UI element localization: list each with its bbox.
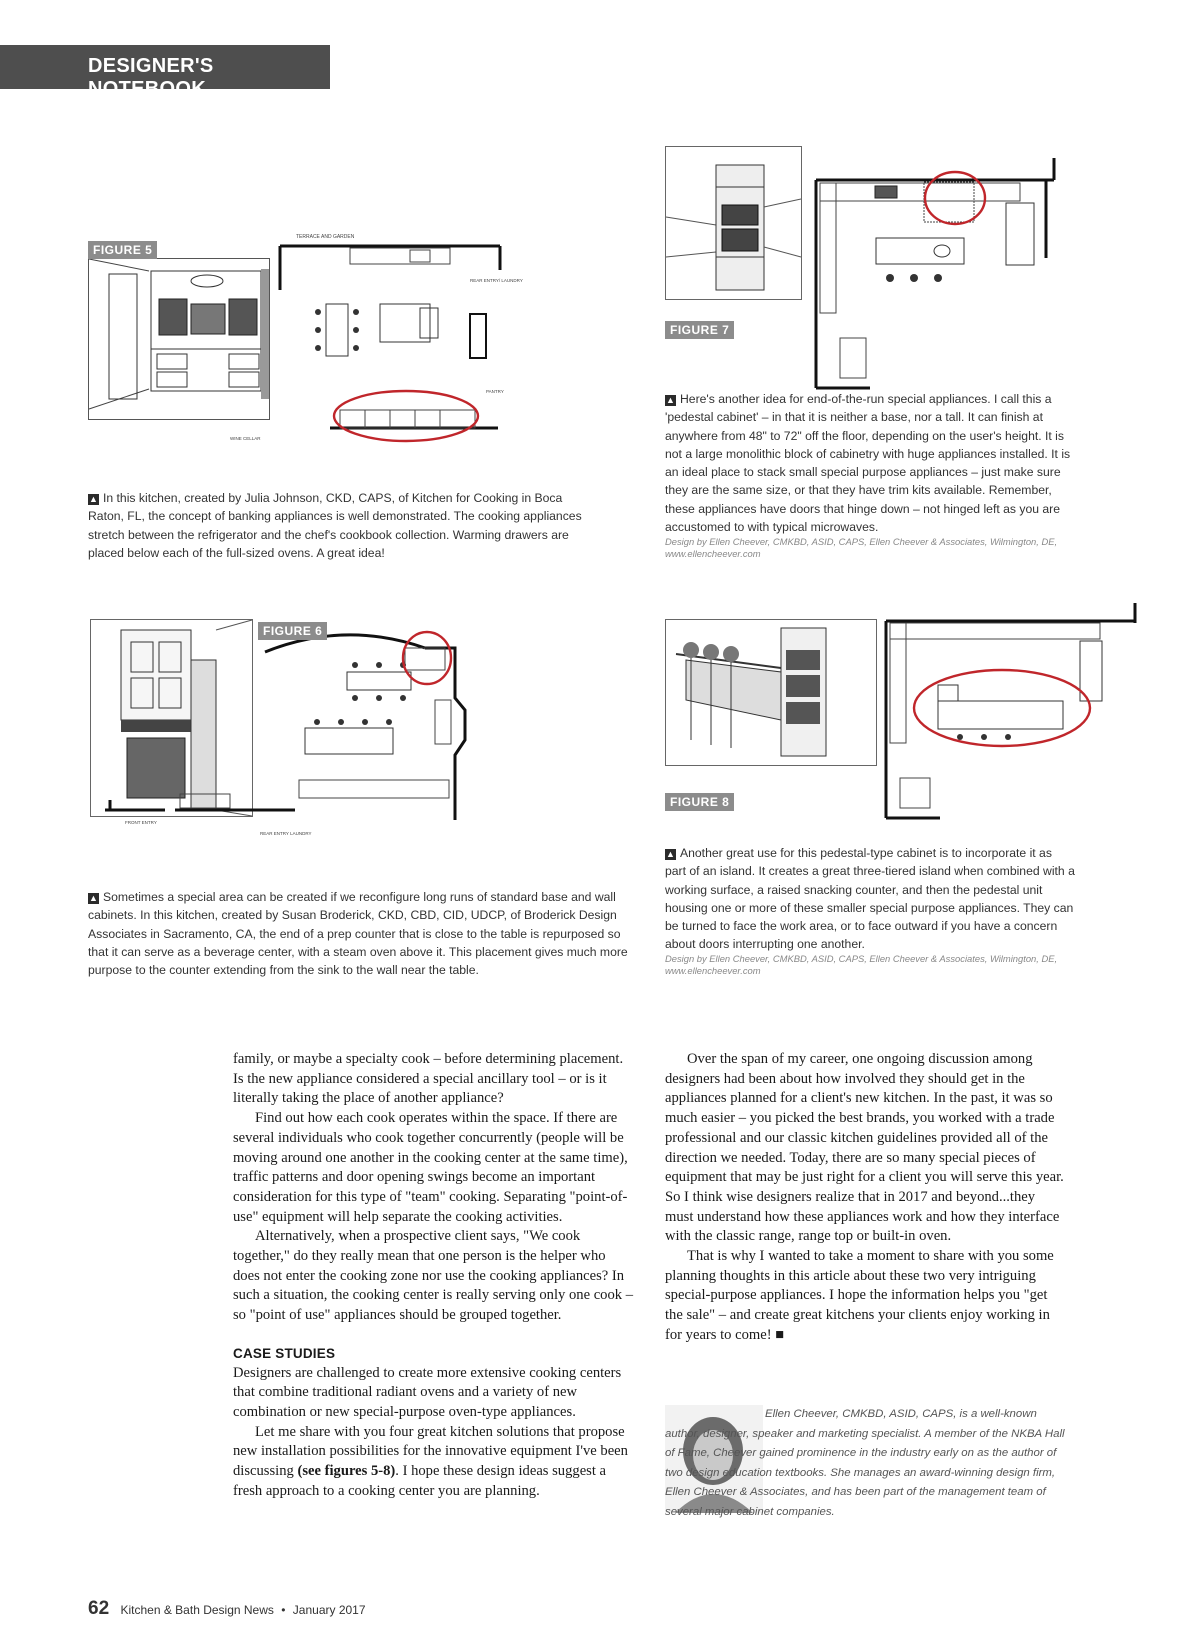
caption-arrow-icon: ▲	[89, 893, 98, 903]
page-number: 62	[88, 1598, 110, 1619]
footer-separator: •	[281, 1603, 286, 1617]
figure-7-caption: ▲ Here's another idea for end-of-the-run special appliances. I call this a 'pedestal cabinet' – in that it is neither a base, nor a tall. It can finish at anywhere from 48" to 72" off the floor, depending on the user's height. It is not a large monolithic block of cabinetry with huge appliances installed. It is an ideal place to stack small special purpose appliances – just make sure they are the same size, or that they have trim kits available. Remember, these appliances have doors that hinge down – not hinged left as you are accustomed to with typical microwaves.	[665, 392, 1071, 535]
figure-7-credit: Design by Ellen Cheever, CMKBD, ASID, CAPS, Ellen Cheever & Associates, Wilmington, DE, www.ellencheever.com	[665, 536, 1058, 559]
figure-8-credit: Design by Ellen Cheever, CMKBD, ASID, CAPS, Ellen Cheever & Associates, Wilmington, DE, www.ellencheever.com	[665, 953, 1058, 976]
article-paragraph: That is why I wanted to take a moment to share with you some planning thoughts in this article about these two very intriguing special-purpose appliances. I hope the information helps you "get the sale" – and create great kitchens your clients enjoy working in for years to come! ■	[665, 1248, 1054, 1343]
figure-6-plan	[255, 620, 655, 860]
caption-arrow-icon: ▲	[666, 395, 675, 405]
fig5-label-wine: WINE CELLAR	[230, 436, 261, 441]
fig5-highlight-circle	[334, 391, 478, 441]
publication-name: Kitchen & Bath Design News	[120, 1603, 274, 1617]
fig6-label-front: FRONT ENTRY	[125, 820, 157, 825]
caption-arrow-icon: ▲	[89, 494, 98, 504]
figure-7-label: FIGURE 7	[665, 321, 734, 339]
section-header	[0, 45, 330, 100]
fig8-highlight-circle	[914, 670, 1090, 746]
figure-6-caption: ▲ Sometimes a special area can be created if we reconfigure long runs of standard base and wall cabinets. In this kitchen, created by Susan Broderick, CKD, CBD, CID, UDCP, of Broderick Design Associates in Sacramento, CA, the end of a prep counter that is close to the table is repurposed so that it can serve as a beverage center, with a steam oven above it. This placement gives much more purpose to the counter extending from the sink to the wall near the table.	[88, 890, 628, 978]
figure-reference: (see figures 5-8)	[297, 1463, 396, 1480]
caption-arrow-icon: ▲	[666, 849, 675, 859]
figure-5-caption: ▲ In this kitchen, created by Julia Johnson, CKD, CAPS, of Kitchen for Cooking in Boca Raton, FL, the concept of banking appliances is well demonstrated. The cooking appliances stretch between the refrigerator and the chef's cookbook collection. Warming drawers are placed below each of the full-sized ovens. A great idea!	[88, 491, 582, 560]
figure-5-plan	[230, 230, 530, 472]
article-paragraph: Designers are challenged to create more extensive cooking centers that combine traditional radiant ovens and a variety of new combination or new special-purpose oven-type appliances.	[233, 1364, 622, 1420]
case-studies-heading: CASE STUDIES	[233, 1345, 336, 1361]
fig5-label-pantry: PANTRY	[486, 389, 504, 394]
issue-date: January 2017	[292, 1603, 366, 1617]
page-footer	[88, 1598, 366, 1620]
article-paragraph: Alternatively, when a prospective client says, "We cook together," do they really mean that one person is the helper who does not enter the cooking zone nor use the cooking appliances? In such a situation, the cooking center is really serving only one cook – so "point of use" appliances should be grouped together.	[233, 1228, 634, 1324]
figure-5-label: FIGURE 5	[88, 241, 157, 259]
fig6-label-rear: REAR ENTRY LAUNDRY	[260, 831, 312, 836]
article-paragraph: family, or maybe a specialty cook – before determining placement. Is the new appliance considered a special ancillary tool – or is it literally taking the place of another appliance?	[233, 1051, 624, 1107]
author-bio: Ellen Cheever, CMKBD, ASID, CAPS, is a well-known author, designer, speaker and marketing specialist. A member of the NKBA Hall of Fame, Cheever gained prominence in the industry early on as the author of two design education textbooks. She manages an award-winning design firm, Ellen Cheever & Associates, and has been part of the management team of several major cabinet companies.	[665, 1408, 1065, 1518]
figure-8-caption: ▲ Another great use for this pedestal-type cabinet is to incorporate it as part of an island. It creates a great three-tiered island when combined with a working surface, a raised snacking counter, and then the pedestal unit housing one or more of these smaller special purpose appliances. They can be turned to face the work area, or to face outward if you have a concern about doors interrupting one another.	[665, 846, 1075, 952]
figure-6-label: FIGURE 6	[258, 622, 327, 640]
article-paragraph: Let me share with you four great kitchen solutions that propose new installation possibilities for the innovative equipment I've been discussing (see figures 5-8). I hope these design ideas suggest a fresh approach to a cooking center you are planning.	[233, 1423, 628, 1499]
figure-7-image	[665, 146, 802, 300]
fig6-highlight-circle	[403, 632, 451, 684]
article-paragraph: Find out how each cook operates within the space. If there are several individuals who cook together concurrently (people will be moving around one another in the cooking center at the same time), traffic patterns and door opening swings become an important consideration for this type of "team" cooking. Separating "point-of-use" equipment will help separate the cooking activities.	[233, 1110, 628, 1225]
fig5-label-terrace: TERRACE AND GARDEN	[296, 234, 355, 240]
figure-7-plan	[810, 158, 1070, 388]
figure-6-plan-left	[105, 800, 255, 840]
figure-6-image	[90, 619, 253, 817]
figure-8-image	[665, 619, 877, 766]
figure-8-label: FIGURE 8	[665, 793, 734, 811]
fig5-label-rear: REAR ENTRY/ LAUNDRY	[470, 278, 523, 283]
article-left-column	[233, 1050, 633, 1501]
article-paragraph: Over the span of my career, one ongoing discussion among designers had been about how involved they should get in the appliances planned for a client's new kitchen. In the past, it was so much easier – you picked the best brands, you worked with a trade professional and our classic kitchen guidelines provided all of the direction we needed. Today, there are so many special pieces of equipment that may be just right for a client you will serve this year. So I think wise designers realize that in 2017 and beyond...they must understand how these appliances work and how they interface with the classic range, range top or built-in oven.	[665, 1051, 1064, 1245]
figure-5-image	[88, 258, 270, 420]
figure-8-plan	[880, 603, 1135, 818]
section-title: DESIGNER'S NOTEBOOK	[88, 55, 214, 100]
article-right-column	[665, 1050, 1065, 1346]
